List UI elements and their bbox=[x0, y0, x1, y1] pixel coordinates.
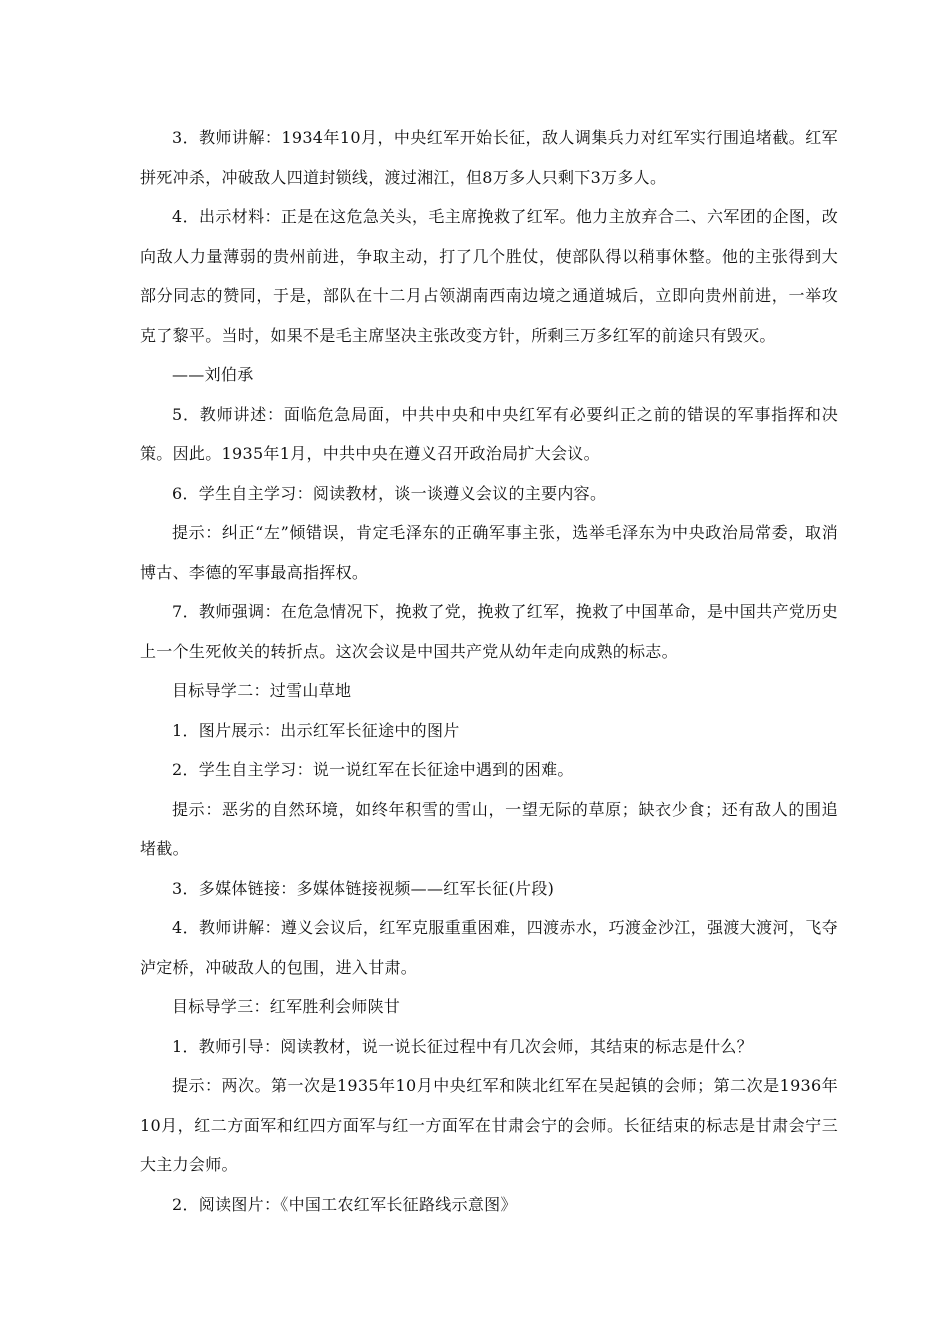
paragraph-teacher-narration-zunyi: 5．教师讲述：面临危急局面，中共中央和中央红军有必要纠正之前的错误的军事指挥和决策。因此。1935年1月，中共中央在遵义召开政治局扩大会议。 bbox=[140, 404, 838, 463]
paragraph-hint-meetings: 提示：两次。第一次是1935年10月中央红军和陕北红军在吴起镇的会师；第二次是1936年10月，红二方面军和红四方面军与红一方面军在甘肃会宁的会师。长征结束的标志是甘肃会宁三大主力会师。 bbox=[140, 1076, 838, 1174]
paragraph-attribution: ——刘伯承 bbox=[172, 365, 254, 384]
paragraph-teacher-guidance: 1．教师引导：阅读教材，说一说长征过程中有几次会师，其结束的标志是什么？ bbox=[172, 1036, 753, 1056]
paragraph-hint-difficulties: 提示：恶劣的自然环境，如终年积雪的雪山，一望无际的草原；缺衣少食；还有敌人的围追堵截。 bbox=[140, 799, 838, 858]
paragraph-read-map: 2．阅读图片：《中国工农红军长征路线示意图》 bbox=[172, 1194, 517, 1214]
paragraph-material-excerpt: 4．出示材料：正是在这危急关头，毛主席挽救了红军。他力主放弃合二、六军团的企图，改向敌人力量薄弱的贵州前进，争取主动，打了几个胜仗，使部队得以稍事休整。他的主张得到大部分同志的赞同，于是，部队在十二月占领湖南西南边境之通道城后，立即向贵州前进，一举攻克了黎平。当时，如果不是毛主席坚决主张改变方针，所剩三万多红军的前途只有毁灭。 bbox=[140, 207, 838, 345]
paragraph-hint-zunyi: 提示：纠正“左”倾错误，肯定毛泽东的正确军事主张，选举毛泽东为中央政治局常委，取消博古、李德的军事最高指挥权。 bbox=[140, 523, 838, 582]
paragraph-multimedia-link: 3．多媒体链接：多媒体链接视频——红军长征(片段) bbox=[172, 878, 555, 898]
paragraph-student-study-zunyi: 6．学生自主学习：阅读教材，谈一谈遵义会议的主要内容。 bbox=[172, 483, 607, 503]
section-heading-goal-three: 目标导学三：红军胜利会师陕甘 bbox=[172, 997, 401, 1016]
paragraph-teacher-lecture-1934: 3．教师讲解：1934年10月，中央红军开始长征，敌人调集兵力对红军实行围追堵截。红军拼死冲杀，冲破敌人四道封锁线，渡过湘江，但8万多人只剩下3万多人。 bbox=[140, 128, 838, 187]
paragraph-teacher-emphasis: 7．教师强调：在危急情况下，挽救了党，挽救了红军，挽救了中国革命，是中国共产党历史上一个生死攸关的转折点。这次会议是中国共产党从幼年走向成熟的标志。 bbox=[140, 602, 838, 661]
paragraph-student-study-difficulties: 2．学生自主学习：说一说红军在长征途中遇到的困难。 bbox=[172, 760, 574, 779]
paragraph-teacher-lecture-after-zunyi: 4．教师讲解：遵义会议后，红军克服重重困难，四渡赤水，巧渡金沙江，强渡大渡河，飞夺泸定桥，冲破敌人的包围，进入甘肃。 bbox=[140, 918, 838, 977]
section-heading-goal-two: 目标导学二：过雪山草地 bbox=[172, 681, 352, 700]
paragraph-picture-display: 1．图片展示：出示红军长征途中的图片 bbox=[172, 720, 460, 740]
